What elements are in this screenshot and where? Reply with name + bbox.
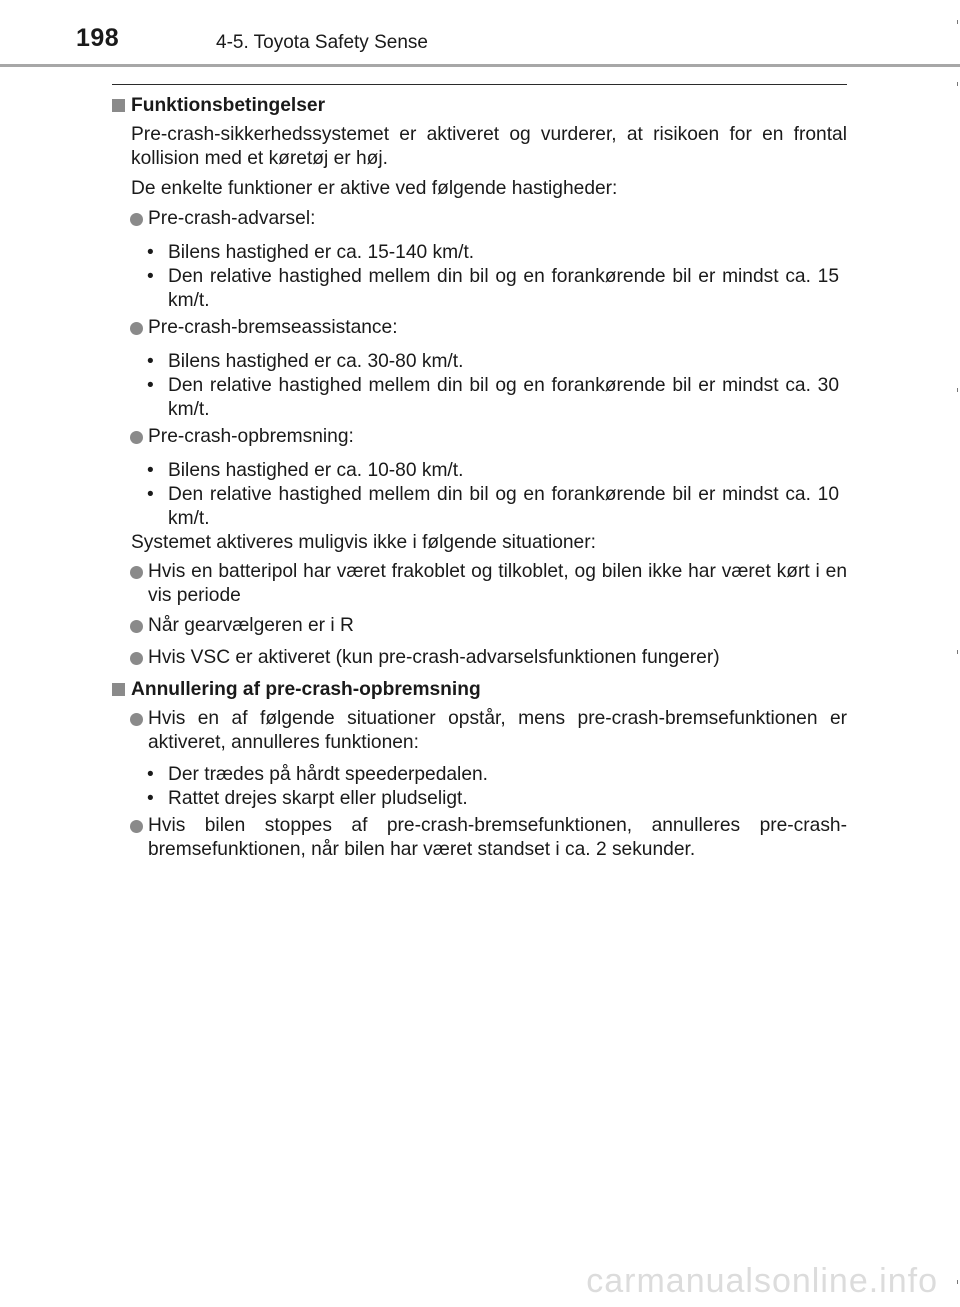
sub-item: • Bilens hastighed er ca. 10-80 km/t. [147,460,464,481]
bullet-item: Pre-crash-opbremsning: [112,425,847,449]
bullet-item: Pre-crash-bremseassistance: [112,316,847,340]
circle-bullet-icon [130,652,143,665]
sub-item: • Der trædes på hårdt speederpedalen. [147,764,488,785]
page-number: 198 [76,24,120,52]
bullet-item: Pre-crash-advarsel: [112,207,847,231]
sub-item: • Bilens hastighed er ca. 15-140 km/t. [147,242,475,263]
page-content [112,94,847,862]
bullet-item: Hvis en batteripol har været frakoblet og tilkoblet, og bilen ikke har været kørt i en vis periode [112,560,847,608]
paragraph: De enkelte funktioner er aktive ved følgende hastigheder: [131,178,618,199]
circle-bullet-icon [130,820,143,833]
paragraph: Systemet aktiveres muligvis ikke i følgende situationer: [131,532,596,553]
circle-bullet-icon [130,566,143,579]
bullet-item: Hvis bilen stoppes af pre-crash-bremsefunktionen, annulleres pre-crash-bremsefunktionen, når bilen har været standset i ca. 2 sekunder. [112,814,847,862]
watermark: carmanualsonline.info [586,1262,938,1300]
sub-item: • Den relative hastighed mellem din bil og en forankørende bil er mindst ca. 30 km/t. [147,375,839,420]
top-rule [112,84,847,85]
bullet-item: Hvis VSC er aktiveret (kun pre-crash-advarselsfunktionen fungerer) [112,646,847,670]
crop-mark [957,650,958,654]
square-bullet-icon [112,683,125,696]
crop-mark [957,20,958,24]
circle-bullet-icon [130,322,143,335]
sub-item: • Bilens hastighed er ca. 30-80 km/t. [147,351,464,372]
bullet-item: Hvis en af følgende situationer opstår, mens pre-crash-bremsefunktionen er aktiveret, annulleres funktionen: [112,707,847,755]
circle-bullet-icon [130,213,143,226]
crop-mark [957,388,958,392]
bullet-item: Når gearvælgeren er i R [112,614,847,638]
crop-mark [957,82,958,86]
circle-bullet-icon [130,431,143,444]
sub-item: • Den relative hastighed mellem din bil og en forankørende bil er mindst ca. 15 km/t. [147,266,839,311]
page-header [0,0,960,67]
circle-bullet-icon [130,713,143,726]
paragraph: Pre-crash-sikkerhedssystemet er aktiveret og vurderer, at risikoen for en frontal kollision med et køretøj er høj. [131,124,847,169]
heading-funktionsbetingelser: Funktionsbetingelser [112,94,847,118]
circle-bullet-icon [130,620,143,633]
sub-item: • Rattet drejes skarpt eller pludseligt. [147,788,468,809]
section-title: 4-5. Toyota Safety Sense [216,32,428,53]
sub-item: • Den relative hastighed mellem din bil og en forankørende bil er mindst ca. 10 km/t. [147,484,839,529]
square-bullet-icon [112,99,125,112]
heading-annullering: Annullering af pre-crash-opbremsning [112,678,847,702]
